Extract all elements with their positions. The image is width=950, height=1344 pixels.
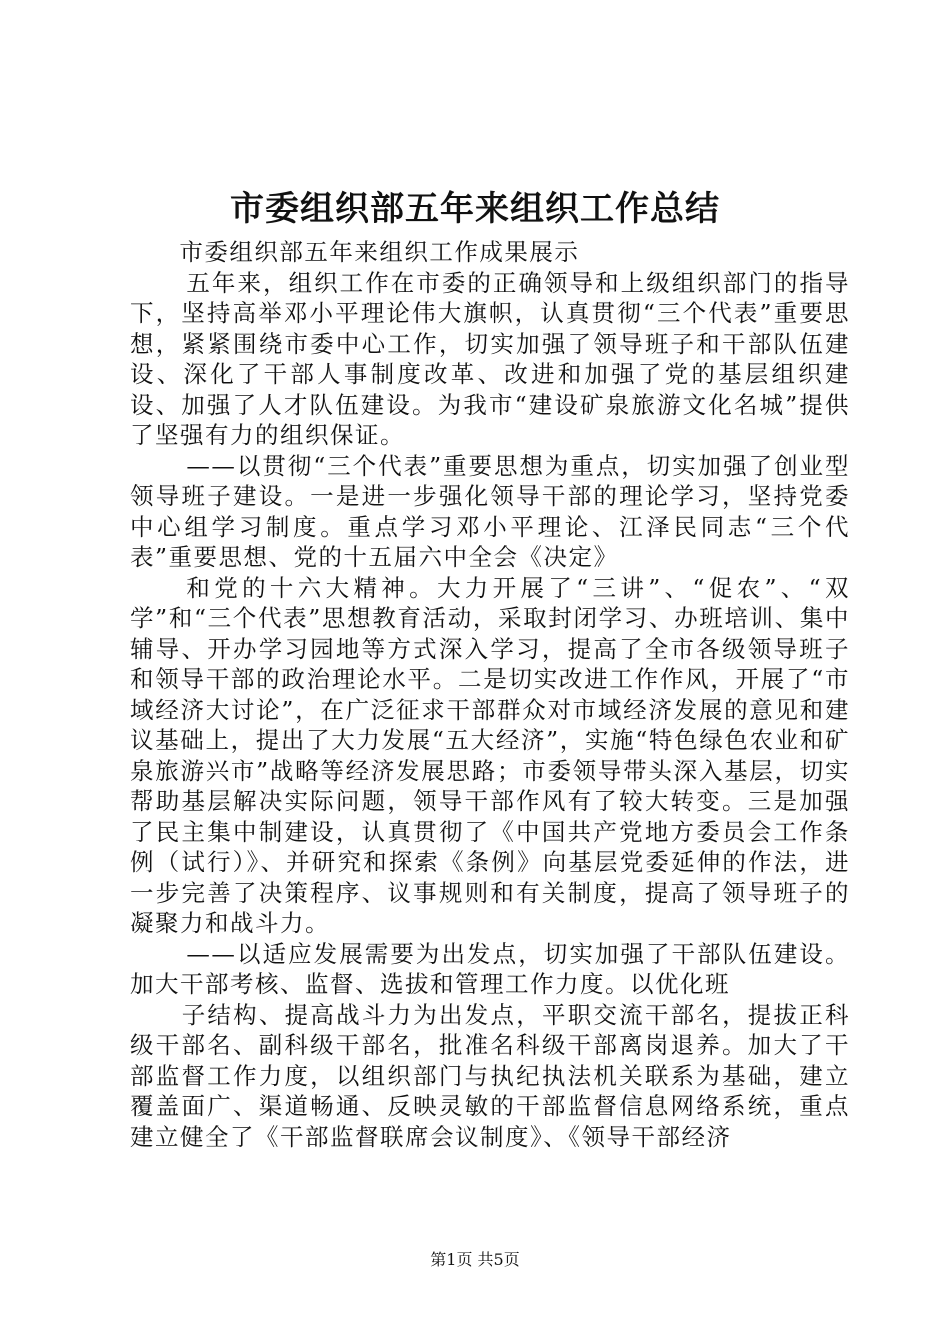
paragraph: ——以适应发展需要为出发点，切实加强了干部队伍建设。加大干部考核、监督、选拔和管理工作力度。以优化班 — [130, 939, 850, 998]
paragraph-subtitle: 市委组织部五年来组织工作成果展示 — [179, 238, 580, 266]
paragraph: 子结构、提高战斗力为出发点，平职交流干部名，提拔正科级干部名、副科级干部名，批准名科级干部离岗退养。加大了干部监督工作力度，以组织部门与执纪执法机关联系为基础，建立覆盖面广、渠道畅通、反映灵敏的干部监督信息网络系统，重点建立健全了《干部监督联席会议制度》、《领导干部经济 — [130, 1000, 850, 1151]
paragraph: 五年来，组织工作在市委的正确领导和上级组织部门的指导下，坚持高举邓小平理论伟大旗帜，认真贯彻“三个代表”重要思想，紧紧围绕市委中心工作，切实加强了领导班子和干部队伍建设、深化了干部人事制度改革、改进和加强了党的基层组织建设、加强了人才队伍建设。为我市“建设矿泉旅游文化名城”提供了坚强有力的组织保证。 — [130, 268, 850, 449]
page-number: 第1页 共5页 — [430, 1250, 520, 1269]
paragraph: ——以贯彻“三个代表”重要思想为重点，切实加强了创业型领导班子建设。一是进一步强化领导干部的理论学习，坚持党委中心组学习制度。重点学习邓小平理论、江泽民同志“三个代表”重要思想、党的十五届六中全会《决定》 — [130, 451, 850, 571]
document-body — [130, 237, 850, 1152]
paragraph: 和党的十六大精神。大力开展了“三讲”、“促农”、“双学”和“三个代表”思想教育活动，采取封闭学习、办班培训、集中辅导、开办学习园地等方式深入学习，提高了全市各级领导班子和领导干部的政治理论水平。二是切实改进工作作风，开展了“市域经济大讨论”，在广泛征求干部群众对市域经济发展的意见和建议基础上，提出了大力发展“五大经济”，实施“特色绿色农业和矿泉旅游兴市”战略等经济发展思路；市委领导带头深入基层，切实帮助基层解决实际问题，领导干部作风有了较大转变。三是加强了民主集中制建设，认真贯彻了《中国共产党地方委员会工作条例（试行）》、并研究和探索《条例》向基层党委延伸的作法，进一步完善了决策程序、议事规则和有关制度，提高了领导班子的凝聚力和战斗力。 — [130, 573, 850, 937]
document-title: 市委组织部五年来组织工作总结 — [230, 189, 720, 229]
